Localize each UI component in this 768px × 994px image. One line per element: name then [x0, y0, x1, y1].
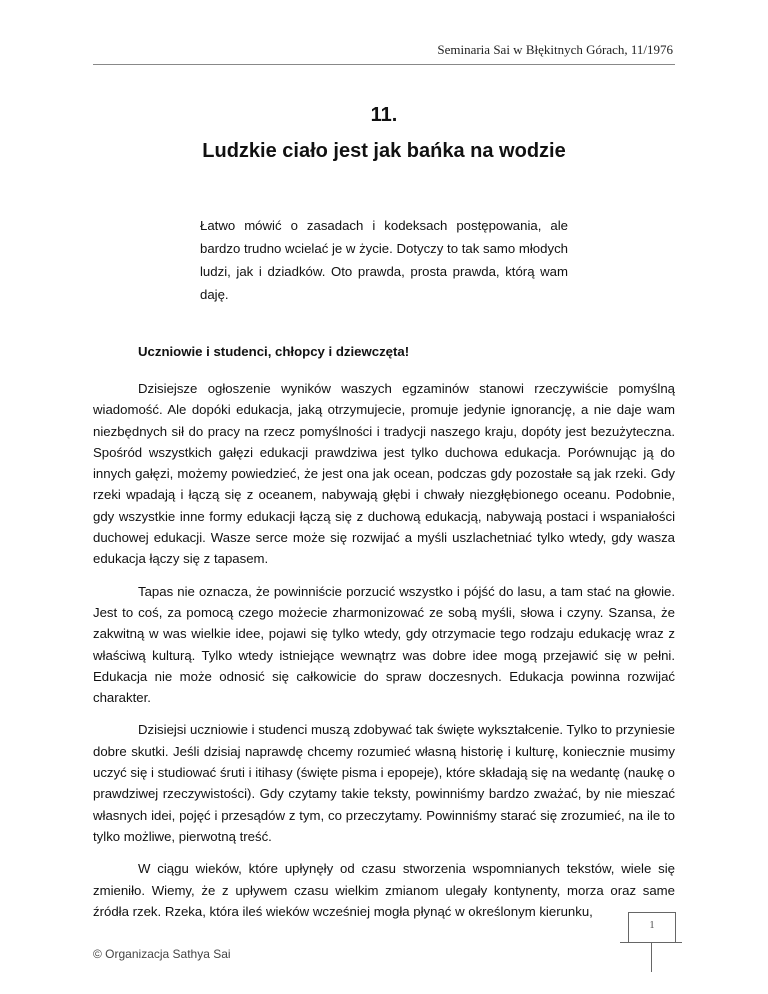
footer-copyright: © Organizacja Sathya Sai: [93, 947, 231, 961]
running-header: Seminaria Sai w Błękitnych Górach, 11/1976: [437, 42, 673, 57]
chapter-title: Ludzkie ciało jest jak bańka na wodzie: [202, 140, 566, 162]
paragraph: Dzisiejsi uczniowie i studenci muszą zdobywać tak święte wykształcenie. Tylko to przyniesie dobre skutki. Jeśli dzisiaj naprawdę chcemy rozumieć własną historię i kulturę, koniecznie musimy uczyć się i studiować śruti i itihasy (święte pisma i epopeje), które składają się na wedantę (naukę o prawdziwej rzeczywistości). Gdy czytamy takie teksty, powinniśmy bardzo zważać, by nie mieszać własnych idei, pojęć i przesądów z tym, co przeczytamy. Powinniśmy starać się zrozumieć, na ile to tylko możliwe, pierwotną treść.: [93, 722, 675, 844]
body-text: [93, 378, 675, 933]
epigraph: Łatwo mówić o zasadach i kodeksach postępowania, ale bardzo trudno wcielać je w życie. Dotyczy to tak samo młodych ludzi, jak i dziadków. Oto prawda, prosta prawda, którą wam daję.: [200, 218, 568, 302]
page-number-stem: [651, 942, 652, 972]
paragraph: W ciągu wieków, które upłynęły od czasu stworzenia wspomnianych tekstów, wiele się zmieniło. Wiemy, że z upływem czasu wielkim zmianom ulegały kontynenty, morza oraz same źródła rzek. Rzeka, która ileś wieków wcześniej mogła płynąć w określonym kierunku,: [93, 861, 675, 919]
page-number: 1: [628, 912, 676, 943]
header-divider: [93, 64, 675, 65]
paragraph: Dzisiejsze ogłoszenie wyników waszych egzaminów stanowi rzeczywiście pomyślną wiadomość. Ale dopóki edukacja, jaką otrzymujecie, promuje jedynie ignorancję, a nie daje wam niezbędnych sił do pracy na rzecz pomyślności i tradycji naszego kraju, dopóty jest bezużyteczna. Spośród wszystkich gałęzi edukacji prawdziwa jest tylko duchowa edukacja. Porównując ją do innych gałęzi, możemy powiedzieć, że jest ona jak ocean, podczas gdy pozostałe są jak rzeki. Gdy rzeki wpadają i łączą się z oceanem, nabywają głębi i chwały niezgłębionego oceanu. Podobnie, gdy wszystkie inne formy edukacji łączą się z duchową edukacją, nabywają postaci i wspaniałości duchowej edukacji. Wasze serce może się rozwijać a myśli uszlachetniać tylko wtedy, gdy wasza edukacja łączy się z tapasem.: [93, 381, 675, 567]
salutation: Uczniowie i studenci, chłopcy i dziewczęta!: [138, 344, 410, 359]
chapter-number: 11.: [370, 104, 398, 126]
paragraph: Tapas nie oznacza, że powinniście porzucić wszystko i pójść do lasu, a tam stać na głowie. Jest to coś, za pomocą czego możecie zharmonizować ze sobą myśli, słowa i czyny. Szansa, że zakwitną w was wielkie idee, pojawi się tylko wtedy, gdy otrzymacie tego rodzaju edukację wraz z właściwą kulturą. Tylko wtedy istniejące wewnątrz was dobre idee mogą przejawić się w pełni. Edukacja nie może odnosić się całkowicie do spraw doczesnych. Edukacja powinna rozwijać charakter.: [93, 583, 675, 706]
